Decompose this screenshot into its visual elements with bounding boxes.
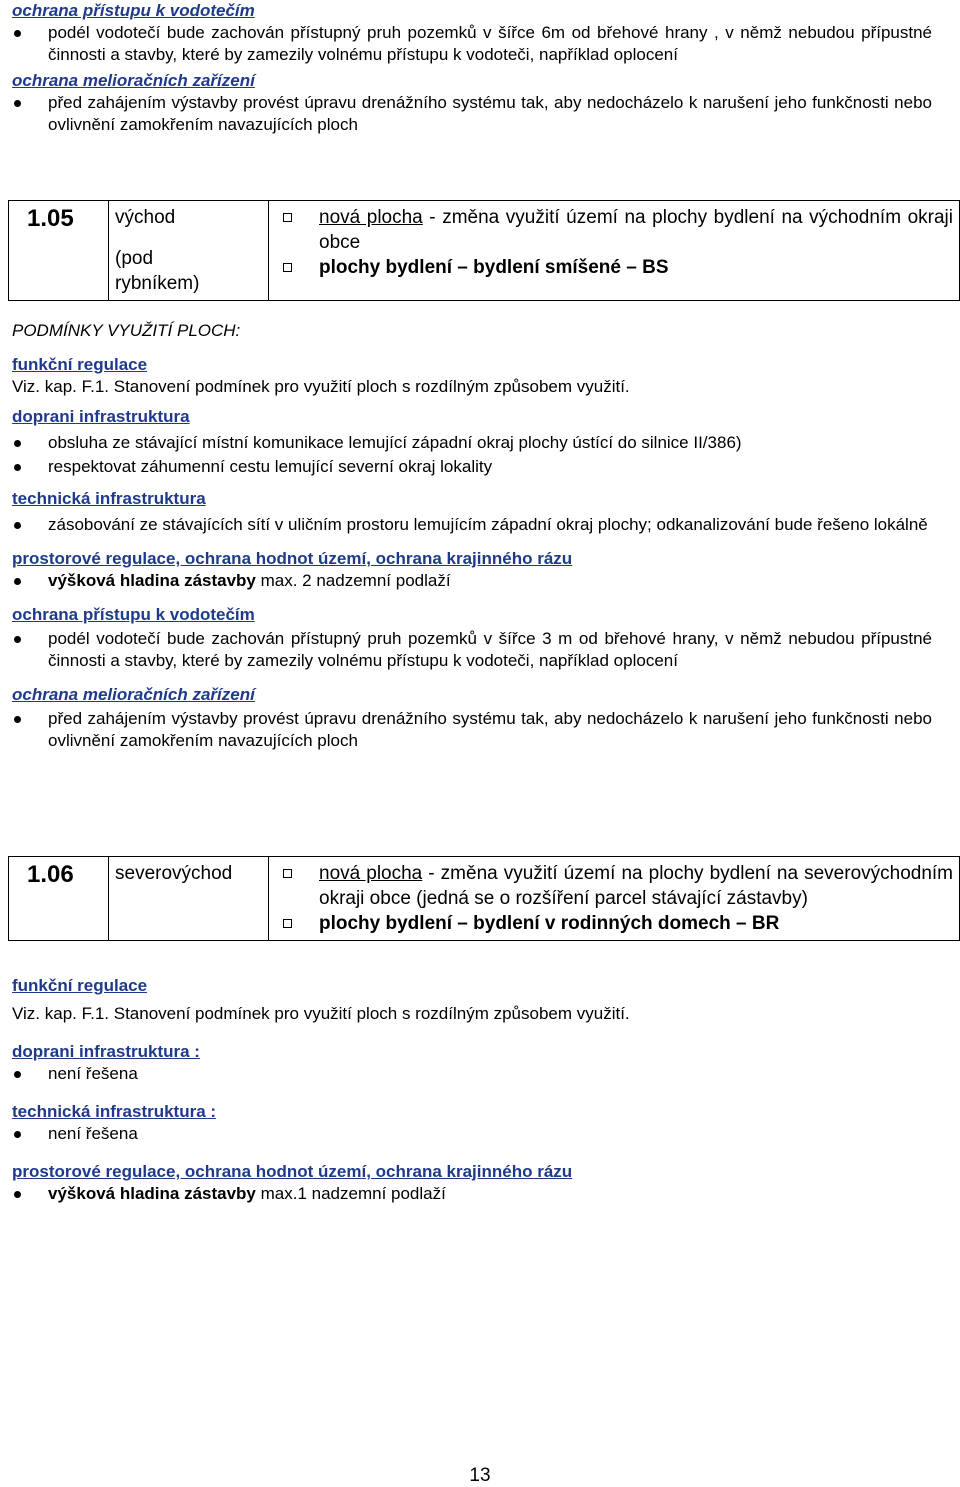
area-105-details [12,320,932,752]
bullet-spatial [12,570,932,592]
checkbox-icon [283,263,292,272]
new-area-link: nová plocha [319,207,423,228]
spatial-rest: max.1 nadzemní podlaží [255,1184,446,1203]
item-type-text: plochy bydlení – bydlení v rodinných domech – BR [319,913,780,934]
item-text: - změna využití území na plochy bydlení na východním okraji obce [319,207,953,253]
checkbox-icon [283,869,292,878]
heading-functional: funkční regulace [12,355,148,374]
area-item-type [275,911,953,936]
area-items [269,201,960,301]
area-106-table [8,856,960,941]
page-number: 13 [469,1465,491,1486]
heading-melioration-2: ochrana melioračních zařízení [12,685,255,704]
conditions-label: PODMÍNKY VYUŽITÍ PLOCH: [12,321,241,340]
bullet-transport-2: respektovat záhumenní cestu lemující severní okraj lokality [12,456,932,478]
item-type-text: plochy bydlení – bydlení smíšené – BS [319,257,669,278]
heading-transport: doprani infrastruktura : [12,1042,200,1061]
heading-water-access-2: ochrana přístupu k vodotečím [12,605,255,624]
functional-text: Viz. kap. F.1. Stanovení podmínek pro využití ploch s rozdílným způsobem využití. [12,1004,630,1023]
heading-technical: technická infrastruktura [12,489,206,508]
heading-spatial: prostorové regulace, ochrana hodnot území, ochrana krajinného rázu [12,549,573,568]
top-section [12,0,932,136]
area-105-table [8,200,960,301]
functional-text: Viz. kap. F.1. Stanovení podmínek pro využití ploch s rozdílným způsobem využití. [12,377,630,396]
spatial-bold: výšková hladina zástavby [48,1184,256,1203]
bullet-technical: zásobování ze stávajících sítí v uličním prostoru lemujícím západní okraj plochy; odkanalizování bude řešeno lokálně [12,514,932,536]
bullet-water-access-2: podél vodotečí bude zachován přístupný pruh pozemků v šířce 3 m od břehové hrany, v němž nebudou přípustné činnosti a stavby, které by zamezily volnému přístupu k vodoteči, například oplocení [12,628,932,672]
direction-subtext: (pod rybníkem) [115,248,200,294]
area-direction: severovýchod [109,857,269,941]
bullet-spatial [12,1183,932,1205]
heading-melioration: ochrana melioračních zařízení [12,71,255,90]
heading-water-access: ochrana přístupu k vodotečím [12,1,255,20]
area-code: 1.06 [9,857,109,941]
checkbox-icon [283,919,292,928]
area-items [269,857,960,941]
bullet-melioration-2: před zahájením výstavby provést úpravu drenážního systému tak, aby nedocházelo k narušení jeho funkčnosti nebo ovlivnění zamokřením navazujících ploch [12,708,932,752]
heading-transport: doprani infrastruktura [12,407,190,426]
bullet-transport: není řešena [12,1063,932,1085]
area-item-new [275,861,953,911]
bullet-technical: není řešena [12,1123,932,1145]
area-item-type [275,255,953,280]
bullet-melioration: před zahájením výstavby provést úpravu drenážního systému tak, aby nedocházelo k narušení jeho funkčnosti nebo ovlivnění zamokřením navazujících ploch [12,92,932,136]
direction-text: východ [115,207,176,228]
bullet-transport-1: obsluha ze stávající místní komunikace lemující západní okraj plochy ústící do silnice II/386) [12,432,932,454]
area-106-details [12,975,932,1205]
area-code: 1.05 [9,201,109,301]
item-text: - změna využití území na plochy bydlení na severovýchodním okraji obce (jedná se o rozšíření parcel stávající zástavby) [319,863,954,909]
heading-functional: funkční regulace [12,976,148,995]
spatial-bold: výšková hladina zástavby [48,571,256,590]
heading-technical: technická infrastruktura : [12,1102,217,1121]
checkbox-icon [283,213,292,222]
spatial-rest: max. 2 nadzemní podlaží [255,571,451,590]
area-direction [109,201,269,301]
area-item-new [275,205,953,255]
heading-spatial: prostorové regulace, ochrana hodnot území, ochrana krajinného rázu [12,1162,573,1181]
bullet-water-access: podél vodotečí bude zachován přístupný pruh pozemků v šířce 6m od břehové hrany , v němž nebudou přípustné činnosti a stavby, které by zamezily volnému přístupu k vodoteči, například oplocení [12,22,932,66]
new-area-link: nová plocha [319,863,423,884]
